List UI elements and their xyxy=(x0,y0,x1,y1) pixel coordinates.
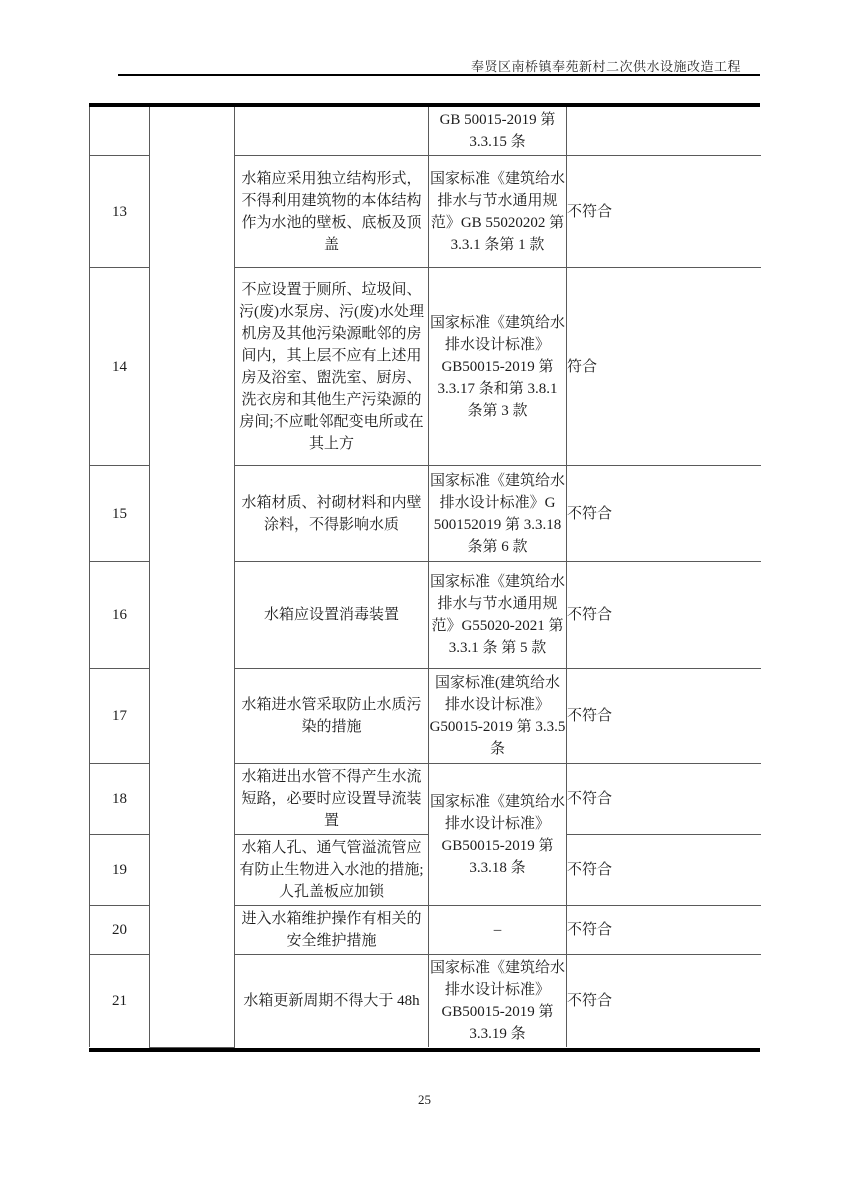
row-no: 21 xyxy=(90,955,150,1048)
header-divider xyxy=(118,74,760,76)
compliance-table-wrap xyxy=(89,103,760,1052)
row-standard: 国家标准《建筑给水排水设计标准》G 500152019 第 3.3.18 条第 6 款 xyxy=(429,466,567,562)
row-standard: 国家标准《建筑给水排水与节水通用规范》GB 55020202 第 3.3.1 条第 1 款 xyxy=(429,156,567,268)
row-result: 不符合 xyxy=(567,955,761,1048)
row-item: 水箱材质、衬砌材料和内壁涂料，不得影响水质 xyxy=(235,466,429,562)
row-no: 19 xyxy=(90,835,150,906)
category-cell xyxy=(150,107,235,1047)
row-standard: 国家标准《建筑给水排水设计标准》GB50015-2019 第 3.3.19 条 xyxy=(429,955,567,1048)
row-standard: 国家标准《建筑给水排水与节水通用规范》G55020-2021 第 3.3.1 条 第 5 款 xyxy=(429,562,567,669)
row-result: 不符合 xyxy=(567,835,761,906)
row-result: 不符合 xyxy=(567,466,761,562)
row-no: 18 xyxy=(90,764,150,835)
row-result xyxy=(567,107,761,156)
row-result: 不符合 xyxy=(567,156,761,268)
row-no: 13 xyxy=(90,156,150,268)
row-standard: – xyxy=(429,906,567,955)
row-no xyxy=(90,107,150,156)
row-no: 17 xyxy=(90,669,150,764)
row-standard-merged: 国家标准《建筑给水排水设计标准》GB50015-2019 第 3.3.18 条 xyxy=(429,764,567,906)
row-item: 不应设置于厕所、垃圾间、污(废)水泵房、污(废)水处理机房及其他污染源毗邻的房间内，其上层不应有上述用房及浴室、盥洗室、厨房、洗衣房和其他生产污染源的房间;不应毗邻配变电所或在其上方 xyxy=(235,268,429,466)
row-item: 水箱应采用独立结构形式，不得利用建筑物的本体结构作为水池的壁板、底板及顶盖 xyxy=(235,156,429,268)
compliance-table xyxy=(89,107,761,1048)
row-result: 不符合 xyxy=(567,562,761,669)
row-item: 进入水箱维护操作有相关的安全维护措施 xyxy=(235,906,429,955)
row-item: 水箱应设置消毒装置 xyxy=(235,562,429,669)
row-no: 14 xyxy=(90,268,150,466)
row-standard: GB 50015-2019 第 3.3.15 条 xyxy=(429,107,567,156)
row-item: 水箱进出水管不得产生水流短路，必要时应设置导流装置 xyxy=(235,764,429,835)
row-result: 不符合 xyxy=(567,669,761,764)
row-no: 15 xyxy=(90,466,150,562)
row-result: 不符合 xyxy=(567,764,761,835)
row-item xyxy=(235,107,429,156)
row-standard: 国家标准(建筑给水排水设计标准》G50015-2019 第 3.3.5 条 xyxy=(429,669,567,764)
row-standard: 国家标准《建筑给水排水设计标准》GB50015-2019 第 3.3.17 条和第 3.8.1 条第 3 款 xyxy=(429,268,567,466)
row-result: 不符合 xyxy=(567,906,761,955)
table-row xyxy=(90,107,761,156)
row-no: 20 xyxy=(90,906,150,955)
page-number: 25 xyxy=(418,1092,431,1107)
page-header-title: 奉贤区南桥镇奉苑新村二次供水设施改造工程 xyxy=(470,59,741,74)
row-no: 16 xyxy=(90,562,150,669)
row-item: 水箱更新周期不得大于 48h xyxy=(235,955,429,1048)
row-item: 水箱人孔、通气管溢流管应有防止生物进入水池的措施;人孔盖板应加锁 xyxy=(235,835,429,906)
row-item: 水箱进水管采取防止水质污染的措施 xyxy=(235,669,429,764)
row-result: 符合 xyxy=(567,268,761,466)
